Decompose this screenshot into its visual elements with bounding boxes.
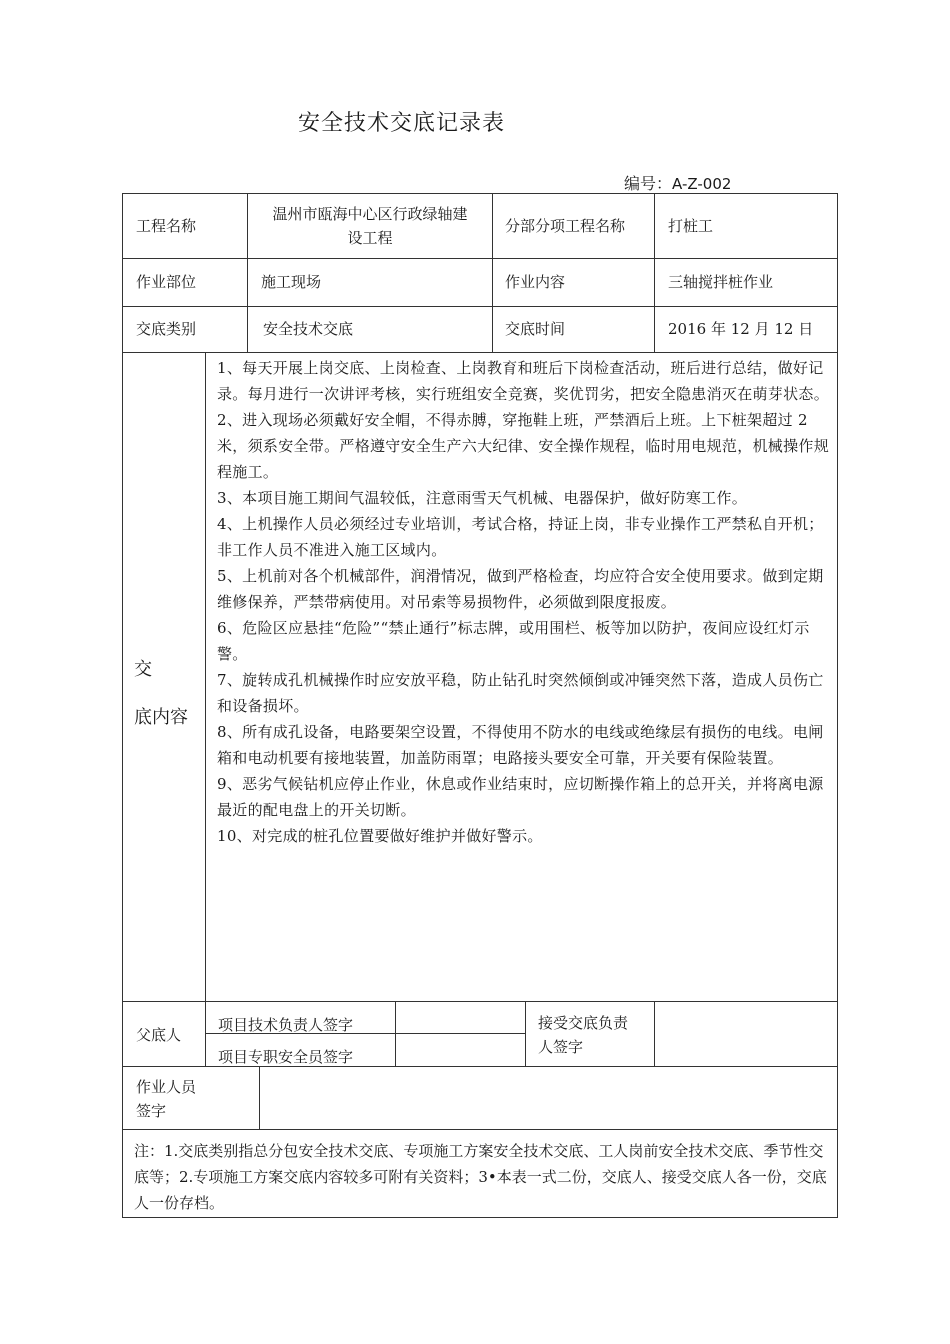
col-divider: [492, 193, 493, 352]
briefing-content-body: [217, 355, 832, 849]
receiver-label-line1: 接受交底负责: [538, 1014, 629, 1032]
row-divider: [122, 1129, 838, 1130]
row-divider: [122, 258, 838, 259]
tech-lead-label: 项目技术负责人签字: [218, 1016, 354, 1034]
row-divider: [122, 352, 838, 353]
work-location-value: 施工现场: [261, 273, 322, 291]
content-item: 7、旋转成孔机械操作时应安放平稳，防止钻孔时突然倾倒或冲锤突然下落，造成人员伤亡和设备损坏。: [217, 671, 824, 715]
content-item: 9、恶劣气候钻机应停止作业，休息或作业结束时，应切断操作箱上的总开关，并将离电源最近的配电盘上的开关切断。: [217, 775, 824, 819]
col-divider: [205, 352, 206, 1066]
col-divider: [654, 1001, 655, 1066]
work-location-label: 作业部位: [136, 273, 197, 291]
briefing-time-value: 2016 年 12 月 12 日: [668, 320, 814, 338]
content-item: 3、本项目施工期间气温较低，注意雨雪天气机械、电器保护，做好防寒工作。: [217, 489, 748, 507]
briefing-content-label-line2: 底内容: [134, 707, 188, 728]
project-name-value-line2: 设工程: [347, 229, 393, 247]
briefing-content-label-line1: 交: [134, 659, 152, 680]
receiver-signature-field[interactable]: [656, 1003, 836, 1064]
content-item: 5、上机前对各个机械部件，润滑情况，做到严格检查，均应符合安全使用要求。做到定期维修保养，严禁带病使用。对吊索等易损物件，必须做到限度报废。: [217, 567, 824, 611]
project-name-value-line1: 温州市瓯海中心区行政绿轴建: [272, 205, 468, 223]
content-item: 2、进入现场必须戴好安全帽，不得赤膊，穿拖鞋上班，严禁酒后上班。上下桩架超过 2 米，须系安全带。严格遵守安全生产六大纪律、安全操作规程，临时用电规范，机械操作规程施工。: [217, 411, 830, 481]
workers-signature-field[interactable]: [261, 1068, 836, 1127]
briefer-label: 父底人: [136, 1026, 182, 1044]
col-divider: [247, 193, 248, 352]
document-code-label: 编号：: [624, 174, 673, 193]
page-title: 安全技术交底记录表: [298, 111, 506, 136]
col-divider: [259, 1066, 260, 1129]
receiver-label-line2: 人签字: [538, 1038, 584, 1056]
work-content-value: 三轴搅拌桩作业: [668, 273, 774, 291]
briefing-content-label: [134, 646, 188, 742]
col-divider: [654, 193, 655, 352]
col-divider: [395, 1001, 396, 1066]
col-divider: [525, 1001, 526, 1066]
workers-label-line2: 签字: [136, 1102, 167, 1120]
content-item: 6、危险区应悬挂“危险”“禁止通行”标志牌，或用围栏、板等加以防护，夜间应设红灯示警。: [217, 619, 810, 663]
workers-label: [136, 1075, 196, 1123]
tech-lead-signature-field[interactable]: [398, 1003, 523, 1032]
safety-officer-signature-field[interactable]: [398, 1035, 523, 1064]
row-divider: [122, 1001, 838, 1002]
project-name-label: 工程名称: [136, 217, 197, 235]
workers-label-line1: 作业人员: [136, 1078, 197, 1096]
content-item: 1、每天开展上岗交底、上岗检查、上岗教育和班后下岗检查活动，班后进行总结，做好记录。每月进行一次讲评考核，实行班组安全竞赛，奖优罚劣，把安全隐患消灭在萌芽状态。: [217, 359, 830, 403]
footnote: 注：1.交底类别指总分包安全技术交底、专项施工方案安全技术交底、工人岗前安全技术交底、季节性交底等；2.专项施工方案交底内容较多可附有关资料；3•本表一式二份，交底人、接受交底人各一份，交底人一份存档。: [134, 1142, 827, 1212]
content-item: 8、所有成孔设备，电路要架空设置，不得使用不防水的电线或绝缘层有损伤的电线。电闸箱和电动机要有接地装置，加盖防雨罩；电路接头要安全可靠，开关要有保险装置。: [217, 723, 824, 767]
work-content-label: 作业内容: [505, 273, 566, 291]
document-code-value: A-Z-002: [672, 175, 732, 193]
content-item: 10、对完成的桩孔位置要做好维护并做好警示。: [217, 827, 543, 845]
content-item: 4、上机操作人员必须经过专业培训，考试合格，持证上岗，非专业操作工严禁私自开机；非工作人员不准进入施工区域内。: [217, 515, 824, 559]
sub-project-label: 分部分项工程名称: [505, 217, 626, 235]
briefing-time-label: 交底时间: [505, 320, 566, 338]
row-divider: [122, 306, 838, 307]
briefing-type-value: 安全技术交底: [263, 320, 354, 338]
safety-officer-label: 项目专职安全员签字: [218, 1048, 354, 1066]
sub-project-value: 打桩工: [668, 217, 714, 235]
document-code: [624, 171, 731, 194]
project-name-value: [250, 202, 490, 250]
receiver-label: [538, 1011, 628, 1059]
briefing-type-label: 交底类别: [136, 320, 197, 338]
